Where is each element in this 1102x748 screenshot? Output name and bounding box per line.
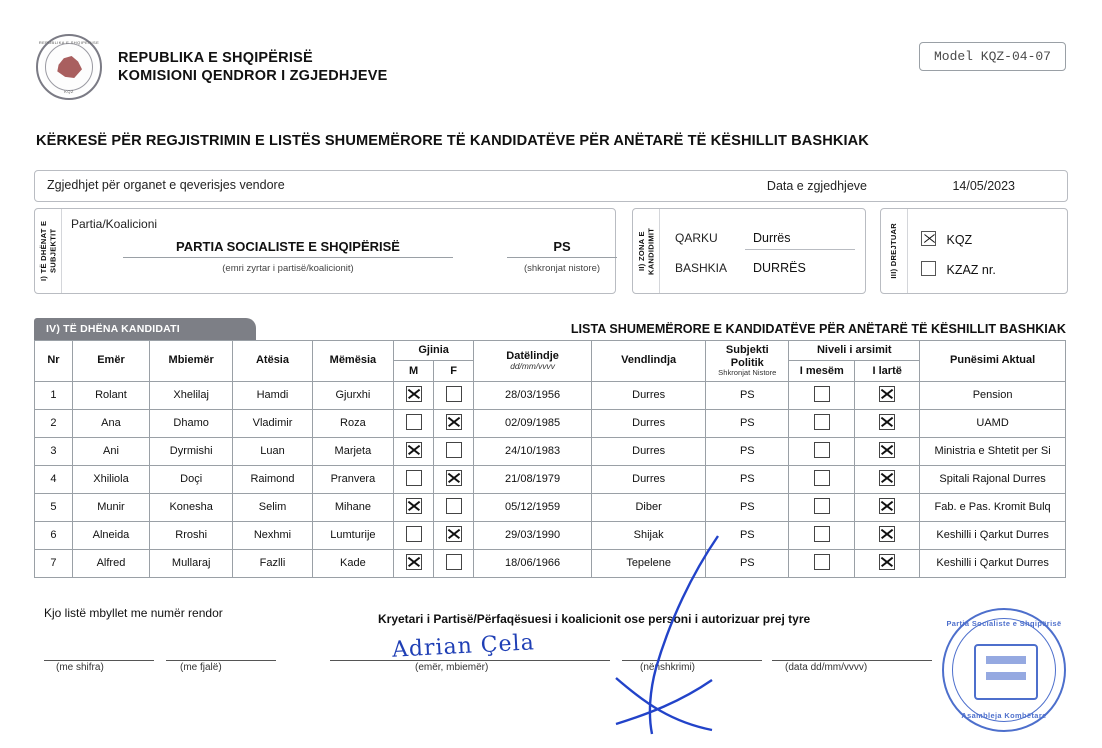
th-niveli: Niveli i arsimit	[789, 341, 920, 361]
cell-emer: Xhiliola	[72, 465, 149, 493]
signature-handwriting: Adrian Çela	[391, 630, 536, 663]
party-field-label: Partia/Koalicioni	[71, 217, 158, 231]
th-niveli-larte: I lartë	[855, 361, 920, 381]
cell-nr: 4	[35, 465, 73, 493]
cell-atesia: Nexhmi	[233, 521, 312, 549]
cell-mbiemer: Dhamo	[150, 409, 233, 437]
checkbox-gender-m-icon[interactable]	[406, 386, 422, 402]
cell-nr: 6	[35, 521, 73, 549]
th-mbiemer: Mbiemër	[150, 341, 233, 382]
cell-punesimi: Keshilli i Qarkut Durres	[920, 549, 1066, 577]
cell-datelindje: 28/03/1956	[474, 381, 592, 409]
checkbox-education-mesem-icon[interactable]	[814, 414, 830, 430]
cell-memesia: Kade	[312, 549, 393, 577]
caption-shifra: (me shifra)	[56, 662, 104, 673]
section-zone-side-text: II) ZONA E KANDIDIMIT	[636, 227, 655, 275]
candidates-table	[34, 340, 1066, 578]
cell-memesia: Marjeta	[312, 437, 393, 465]
checkbox-gender-m-icon[interactable]	[406, 414, 422, 430]
cell-subjekti: PS	[706, 409, 789, 437]
table-row	[35, 465, 1066, 493]
th-subjekti	[706, 341, 789, 382]
kzaz-label: KZAZ nr.	[946, 263, 996, 277]
checkbox-gender-f-icon[interactable]	[446, 442, 462, 458]
party-name-value: PARTIA SOCIALISTE E SHQIPËRISË	[123, 239, 453, 258]
cell-atesia: Raimond	[233, 465, 312, 493]
th-punesimi: Punësimi Aktual	[920, 341, 1066, 382]
checkbox-gender-f[interactable]	[434, 549, 474, 577]
list-close-note: Kjo listë mbyllet me numër rendor	[44, 606, 223, 620]
cell-vendlindja: Durres	[592, 437, 706, 465]
table-row	[35, 409, 1066, 437]
cell-nr: 3	[35, 437, 73, 465]
checkbox-gender-m[interactable]	[394, 549, 434, 577]
checkbox-education-mesem-icon[interactable]	[814, 386, 830, 402]
section-addressed	[880, 208, 1068, 294]
table-row	[35, 437, 1066, 465]
election-name: Zgjedhjet për organet e qeverisjes vendore	[47, 178, 285, 192]
checkbox-education-larte-icon[interactable]	[879, 498, 895, 514]
checkbox-kqz-icon[interactable]	[921, 231, 936, 246]
checkbox-gender-f-icon[interactable]	[446, 498, 462, 514]
th-datelindje-format: dd/mm/vvvv	[510, 361, 555, 372]
checkbox-education-mesem-icon[interactable]	[814, 442, 830, 458]
cell-atesia: Fazlli	[233, 549, 312, 577]
caption-date: (data dd/mm/vvvv)	[785, 662, 868, 673]
cell-atesia: Luan	[233, 437, 312, 465]
checkbox-education-larte-icon[interactable]	[879, 442, 895, 458]
th-memesia: Mëmësia	[312, 341, 393, 382]
section-subject-side-text: I) TË DHËNAT E SUBJEKTIT	[38, 220, 57, 282]
org-line-2: KOMISIONI QENDROR I ZGJEDHJEVE	[118, 68, 388, 84]
section-addressed-side-text: III) DREJTUAR	[889, 223, 899, 279]
th-subjekti-label: Subjekti Politik	[725, 344, 769, 369]
checkbox-education-larte-icon[interactable]	[879, 386, 895, 402]
cell-memesia: Gjurxhi	[312, 381, 393, 409]
kqz-label: KQZ	[946, 233, 973, 247]
th-gjinia-f: F	[434, 361, 474, 381]
table-header-row	[35, 341, 1066, 361]
cell-datelindje: 02/09/1985	[474, 409, 592, 437]
cell-emer: Munir	[72, 493, 149, 521]
section-addressed-side-label	[881, 209, 908, 293]
cell-emer: Alfred	[72, 549, 149, 577]
cell-datelindje: 18/06/1966	[474, 549, 592, 577]
election-date-value: 14/05/2023	[952, 179, 1015, 193]
checkbox-education-larte[interactable]	[855, 465, 920, 493]
checkbox-education-larte[interactable]	[855, 437, 920, 465]
checkbox-gender-m-icon[interactable]	[406, 470, 422, 486]
checkbox-gender-m-icon[interactable]	[406, 442, 422, 458]
checkbox-education-larte[interactable]	[855, 549, 920, 577]
org-line-1: REPUBLIKA E SHQIPËRISË	[118, 49, 313, 66]
qarku-value: Durrës	[753, 231, 791, 245]
stamp-emblem-icon	[974, 644, 1038, 700]
kzaz-option[interactable]	[921, 261, 996, 277]
cell-vendlindja: Shijak	[592, 521, 706, 549]
cell-emer: Ana	[72, 409, 149, 437]
state-seal-icon	[36, 34, 102, 100]
checkbox-education-mesem-icon[interactable]	[814, 498, 830, 514]
signer-role: Kryetari i Partisë/Përfaqësuesi i koalicionit ose personi i autorizuar prej tyre	[378, 612, 811, 626]
stamp-bottom-text: Asambleja Kombëtare	[961, 711, 1047, 720]
cell-atesia: Vladimir	[233, 409, 312, 437]
checkbox-gender-f-icon[interactable]	[446, 526, 462, 542]
checkbox-gender-f[interactable]	[434, 521, 474, 549]
cell-subjekti: PS	[706, 437, 789, 465]
stamp-top-text: Partia Socialiste e Shqipërisë	[946, 619, 1062, 628]
bashkia-label: BASHKIA	[675, 261, 728, 275]
checkbox-gender-m[interactable]	[394, 493, 434, 521]
bashkia-value: DURRËS	[753, 261, 806, 275]
checkbox-education-mesem[interactable]	[789, 493, 855, 521]
checkbox-education-larte[interactable]	[855, 521, 920, 549]
checkbox-gender-f[interactable]	[434, 381, 474, 409]
table-row	[35, 549, 1066, 577]
cell-memesia: Lumturije	[312, 521, 393, 549]
cell-mbiemer: Dyrmishi	[150, 437, 233, 465]
candidates-table-head	[35, 341, 1066, 382]
checkbox-education-larte[interactable]	[855, 409, 920, 437]
checkbox-gender-m-icon[interactable]	[406, 498, 422, 514]
checkbox-gender-f-icon[interactable]	[446, 414, 462, 430]
cell-nr: 5	[35, 493, 73, 521]
cell-mbiemer: Konesha	[150, 493, 233, 521]
caption-name: (emër, mbiemër)	[415, 662, 489, 673]
seal-top-text: REPUBLIKA E SHQIPERISE	[38, 40, 100, 45]
document-header	[36, 34, 387, 100]
cell-subjekti: PS	[706, 493, 789, 521]
checkbox-education-larte[interactable]	[855, 493, 920, 521]
cell-memesia: Roza	[312, 409, 393, 437]
party-stamp	[942, 608, 1066, 732]
cell-vendlindja: Durres	[592, 381, 706, 409]
checkbox-gender-f[interactable]	[434, 409, 474, 437]
checkbox-gender-m-icon[interactable]	[406, 554, 422, 570]
checkbox-education-mesem[interactable]	[789, 521, 855, 549]
checkbox-gender-m[interactable]	[394, 521, 434, 549]
cell-memesia: Pranvera	[312, 465, 393, 493]
th-atesia: Atësia	[233, 341, 312, 382]
cell-emer: Alneida	[72, 521, 149, 549]
qarku-label: QARKU	[675, 231, 718, 245]
cell-vendlindja: Diber	[592, 493, 706, 521]
cell-atesia: Selim	[233, 493, 312, 521]
cell-atesia: Hamdi	[233, 381, 312, 409]
cell-vendlindja: Tepelene	[592, 549, 706, 577]
section-zone	[632, 208, 866, 294]
checkbox-gender-f[interactable]	[434, 493, 474, 521]
election-bar	[34, 170, 1068, 202]
cell-punesimi: Ministria e Shtetit per Si	[920, 437, 1066, 465]
checkbox-gender-m[interactable]	[394, 437, 434, 465]
cell-nr: 2	[35, 409, 73, 437]
cell-punesimi: Spitali Rajonal Durres	[920, 465, 1066, 493]
checkbox-education-mesem[interactable]	[789, 465, 855, 493]
cell-vendlindja: Durres	[592, 409, 706, 437]
checkbox-gender-f-icon[interactable]	[446, 470, 462, 486]
cell-punesimi: Pension	[920, 381, 1066, 409]
checkbox-education-larte-icon[interactable]	[879, 554, 895, 570]
cell-subjekti: PS	[706, 381, 789, 409]
caption-signature: (nënshkrimi)	[640, 662, 696, 673]
checkbox-gender-f[interactable]	[434, 465, 474, 493]
checkbox-education-mesem[interactable]	[789, 549, 855, 577]
cell-mbiemer: Rroshi	[150, 521, 233, 549]
th-subjekti-sub: Shkronjat Nistore	[718, 368, 777, 378]
cell-emer: Ani	[72, 437, 149, 465]
cell-datelindje: 21/08/1979	[474, 465, 592, 493]
seal-emblem	[56, 56, 82, 78]
checkbox-education-larte-icon[interactable]	[879, 470, 895, 486]
section-subject	[34, 208, 616, 294]
cell-mbiemer: Mullaraj	[150, 549, 233, 577]
party-abbreviation-value: PS	[507, 239, 617, 258]
cell-mbiemer: Xhelilaj	[150, 381, 233, 409]
checkbox-education-larte-icon[interactable]	[879, 414, 895, 430]
cell-nr: 1	[35, 381, 73, 409]
th-gjinia-m: M	[394, 361, 434, 381]
tab-candidate-data	[34, 318, 256, 340]
cell-memesia: Mihane	[312, 493, 393, 521]
cell-punesimi: Fab. e Pas. Kromit Bulq	[920, 493, 1066, 521]
election-date-label: Data e zgjedhjeve	[766, 179, 867, 193]
cell-datelindje: 24/10/1983	[474, 437, 592, 465]
checkbox-education-mesem-icon[interactable]	[814, 554, 830, 570]
th-nr: Nr	[35, 341, 73, 382]
checkbox-gender-f-icon[interactable]	[446, 554, 462, 570]
checkbox-gender-f[interactable]	[434, 437, 474, 465]
th-niveli-mesem: I mesëm	[789, 361, 855, 381]
kqz-option[interactable]	[921, 231, 972, 247]
table-row	[35, 521, 1066, 549]
model-code-badge: Model KQZ-04-07	[919, 42, 1066, 71]
page-title: KËRKESË PËR REGJISTRIMIN E LISTËS SHUMEMËRORE TË KANDIDATËVE PËR ANËTARË TË KËSHILLIT BASHKIAK	[36, 133, 869, 149]
table-row	[35, 493, 1066, 521]
checkbox-gender-m-icon[interactable]	[406, 526, 422, 542]
cell-mbiemer: Doçi	[150, 465, 233, 493]
checkbox-gender-m[interactable]	[394, 381, 434, 409]
cell-vendlindja: Durres	[592, 465, 706, 493]
cell-subjekti: PS	[706, 549, 789, 577]
section-subject-side-label	[35, 209, 62, 293]
checkbox-kzaz-icon[interactable]	[921, 261, 936, 276]
party-name-caption: (emri zyrtar i partisë/koalicionit)	[222, 263, 354, 274]
cell-datelindje: 29/03/1990	[474, 521, 592, 549]
cell-emer: Rolant	[72, 381, 149, 409]
cell-punesimi: UAMD	[920, 409, 1066, 437]
candidate-list-title: LISTA SHUMEMËRORE E KANDIDATËVE PËR ANËTARË TË KËSHILLIT BASHKIAK	[570, 322, 1066, 336]
checkbox-education-mesem[interactable]	[789, 381, 855, 409]
seal-bottom-text: KQZ	[64, 89, 74, 94]
checkbox-education-mesem-icon[interactable]	[814, 526, 830, 542]
checkbox-education-larte-icon[interactable]	[879, 526, 895, 542]
cell-nr: 7	[35, 549, 73, 577]
candidates-table-body	[35, 381, 1066, 577]
checkbox-education-larte[interactable]	[855, 381, 920, 409]
table-row	[35, 381, 1066, 409]
checkbox-education-mesem-icon[interactable]	[814, 470, 830, 486]
section-zone-side-label	[633, 209, 660, 293]
th-datelindje	[474, 341, 592, 382]
th-vendlindja: Vendlindja	[592, 341, 706, 382]
checkbox-education-mesem[interactable]	[789, 409, 855, 437]
cell-subjekti: PS	[706, 465, 789, 493]
party-abbreviation-caption: (shkronjat nistore)	[523, 263, 601, 274]
tab-candidate-data-label: IV) TË DHËNA KANDIDATI	[46, 323, 180, 335]
checkbox-education-mesem[interactable]	[789, 437, 855, 465]
cell-datelindje: 05/12/1959	[474, 493, 592, 521]
cell-subjekti: PS	[706, 521, 789, 549]
checkbox-gender-m[interactable]	[394, 465, 434, 493]
caption-fjale: (me fjalë)	[180, 662, 222, 673]
th-gjinia: Gjinia	[394, 341, 474, 361]
th-datelindje-label: Datëlindje	[506, 349, 559, 362]
checkbox-gender-f-icon[interactable]	[446, 386, 462, 402]
th-emer: Emër	[72, 341, 149, 382]
checkbox-gender-m[interactable]	[394, 409, 434, 437]
organization-name	[118, 49, 387, 85]
cell-punesimi: Keshilli i Qarkut Durres	[920, 521, 1066, 549]
